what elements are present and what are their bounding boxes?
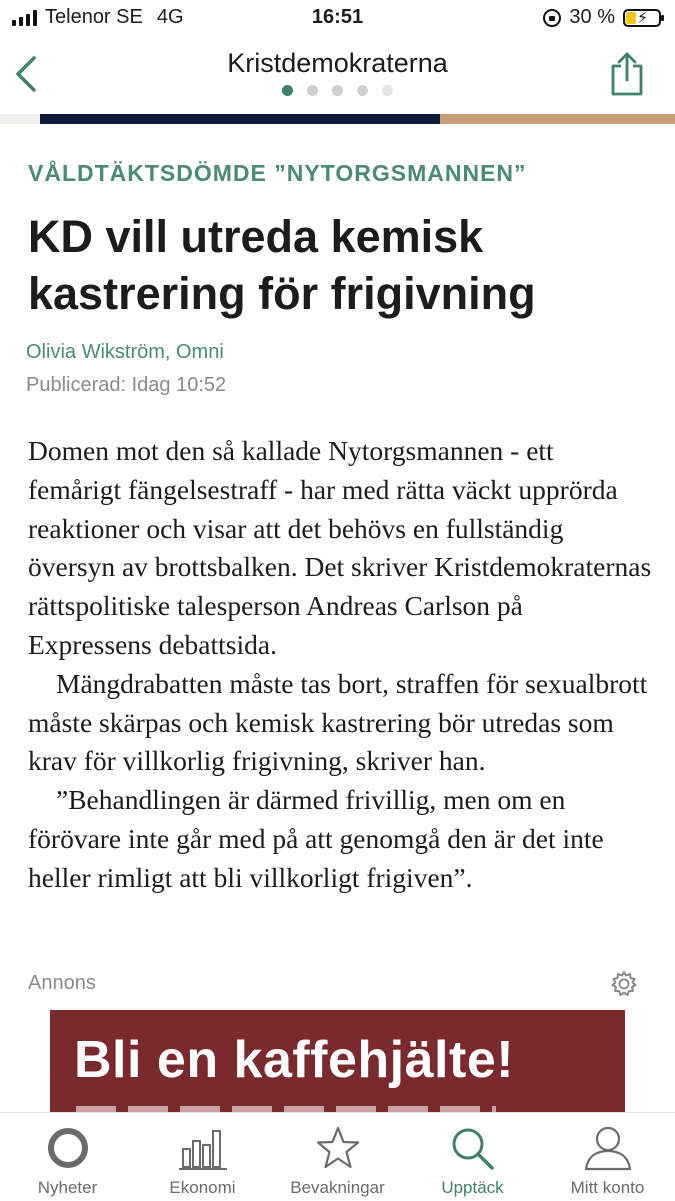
- status-bar: [0, 0, 675, 40]
- rotation-lock-icon: [543, 9, 561, 27]
- article-byline[interactable]: Olivia Wikström, Omni: [26, 341, 224, 363]
- search-icon: [449, 1125, 497, 1173]
- battery-icon: ⚡: [623, 9, 661, 27]
- publish-time: Publicerad: Idag 10:52: [26, 374, 227, 396]
- tab-upptack[interactable]: [405, 1113, 540, 1201]
- page-dot: [332, 85, 343, 96]
- article-headline: KD vill utreda kemisk kastrering för frigivning: [28, 211, 536, 319]
- share-icon[interactable]: [609, 52, 645, 96]
- article-paragraph: ”Behandlingen är därmed frivillig, men om en förövare inte går med på att genomgå den är det inte heller rimligt att bli villkorligt frigiven”.: [28, 784, 604, 893]
- page-dot: [282, 85, 293, 96]
- tab-label: Mitt konto: [570, 1178, 645, 1197]
- star-icon: [314, 1125, 362, 1171]
- person-icon: [583, 1125, 633, 1171]
- tab-ekonomi[interactable]: [135, 1113, 270, 1201]
- ad-banner[interactable]: [50, 1010, 625, 1120]
- article-header: [0, 40, 675, 112]
- tab-bevakningar[interactable]: [270, 1113, 405, 1201]
- page-indicator: [0, 85, 675, 96]
- page-dot: [357, 85, 368, 96]
- tab-nyheter[interactable]: [0, 1113, 135, 1201]
- tab-label: Nyheter: [37, 1178, 98, 1197]
- article-paragraph: Domen mot den så kallade Nytorgsmannen - ett femårigt fängelsestraff - har med rätta väckt upprörda reaktioner och visar att det behövs en fullständig översyn av brottsbalken. Det skriver Kristdemokraternas rättspolitiske talesperson Andreas Carlson på Expressens debattsida.: [28, 435, 652, 660]
- network-type: 4G: [156, 6, 184, 28]
- tab-label: Bevakningar: [290, 1178, 385, 1197]
- battery-percent: 30 %: [569, 6, 615, 28]
- carrier-name: Telenor SE: [45, 6, 143, 28]
- tab-mitt-konto[interactable]: [540, 1113, 675, 1201]
- news-circle-icon: [45, 1125, 91, 1171]
- clock: 16:51: [311, 6, 364, 28]
- topic-title: Kristdemokraterna: [227, 48, 448, 78]
- bottom-tab-bar: [0, 1112, 675, 1201]
- ad-label: Annons: [28, 972, 96, 994]
- ad-headline: Bli en kaffehjälte!: [74, 1031, 515, 1089]
- bar-chart-icon: [177, 1125, 229, 1171]
- page-dot: [382, 85, 393, 96]
- article-image-edge: [0, 114, 675, 124]
- page-dot: [307, 85, 318, 96]
- article-kicker: VÅLDTÄKTSDÖMDE ”NYTORGSMANNEN”: [28, 160, 527, 186]
- tab-label: Ekonomi: [169, 1178, 236, 1197]
- article-body: [28, 432, 653, 898]
- gear-icon[interactable]: [609, 969, 639, 999]
- article-paragraph: Mängdrabatten måste tas bort, straffen för sexualbrott måste skärpas och kemisk kastrering bör utredas som krav för villkorlig frigivning, skriver han.: [28, 667, 648, 777]
- tab-label: Upptäck: [441, 1178, 504, 1197]
